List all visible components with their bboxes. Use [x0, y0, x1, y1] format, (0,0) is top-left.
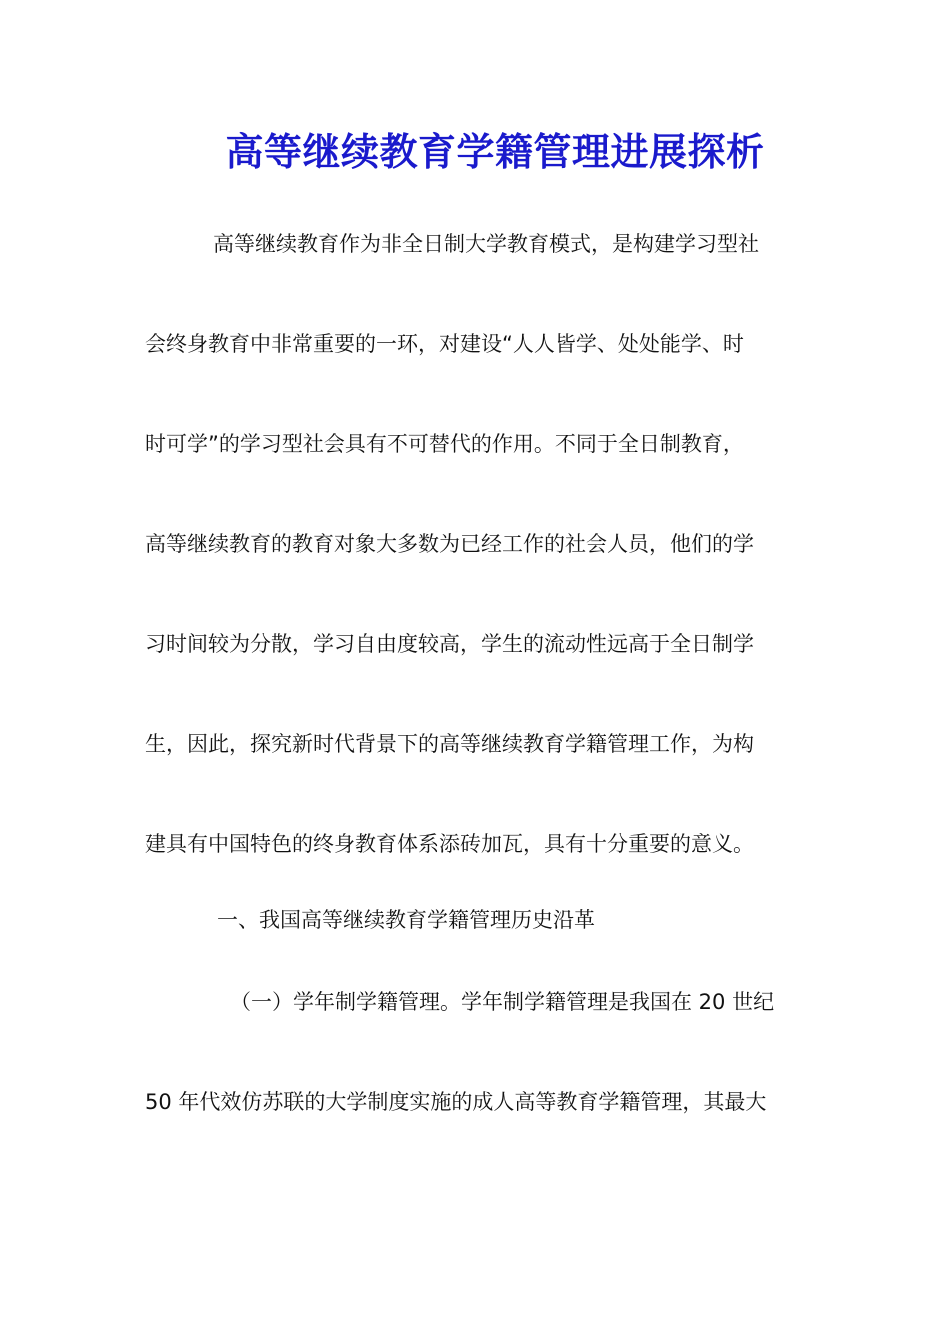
paragraph-line: （一）学年制学籍管理。学年制学籍管理是我国在 20 世纪 — [230, 990, 775, 1014]
intro-paragraph — [145, 222, 809, 922]
paragraph-line: 高等继续教育作为非全日制大学教育模式，是构建学习型社 — [213, 232, 759, 256]
paragraph-line: 高等继续教育的教育对象大多数为已经工作的社会人员，他们的学 — [145, 532, 754, 556]
paragraph-line: 建具有中国特色的终身教育体系添砖加瓦，具有十分重要的意义。 — [145, 832, 754, 856]
document-title: 高等继续教育学籍管理进展探析 — [225, 129, 765, 174]
paragraph-line: 习时间较为分散，学习自由度较高，学生的流动性远高于全日制学 — [145, 632, 754, 656]
paragraph-line: 生，因此，探究新时代背景下的高等继续教育学籍管理工作，为构 — [145, 732, 754, 756]
section-heading: 一、我国高等继续教育学籍管理历史沿革 — [217, 908, 595, 932]
paragraph-line: 时可学”的学习型社会具有不可替代的作用。不同于全日制教育， — [145, 432, 744, 456]
section-paragraph — [145, 980, 809, 1180]
paragraph-line: 会终身教育中非常重要的一环，对建设“人人皆学、处处能学、时 — [145, 332, 744, 356]
paragraph-line: 50 年代效仿苏联的大学制度实施的成人高等教育学籍管理，其最大 — [145, 1090, 767, 1114]
